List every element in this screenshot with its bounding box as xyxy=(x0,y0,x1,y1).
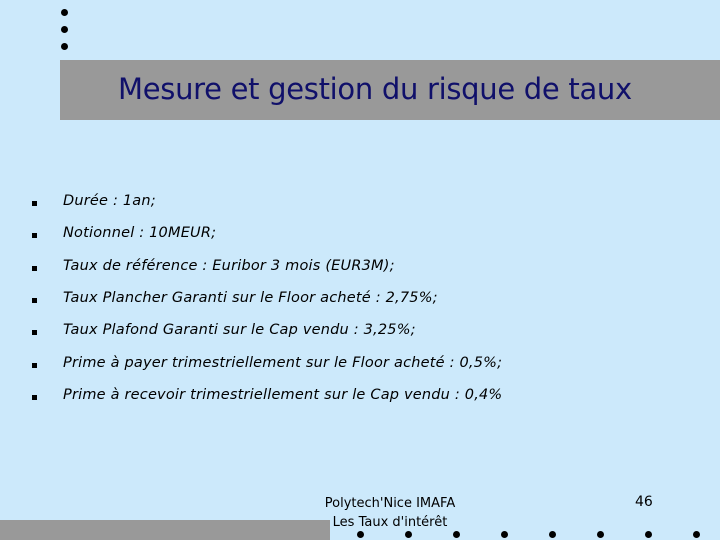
decorative-dot xyxy=(61,43,68,50)
bullet-text: Prime à recevoir trimestriellement sur le Cap vendu : 0,4% xyxy=(63,387,503,403)
decorative-dot xyxy=(549,531,556,538)
bullet-marker xyxy=(32,266,37,271)
bullet-text: Notionnel : 10MEUR; xyxy=(63,225,217,241)
bullet-marker xyxy=(32,363,37,368)
bullet-text: Prime à payer trimestriellement sur le Floor acheté : 0,5%; xyxy=(63,355,503,371)
bullet-marker xyxy=(32,395,37,400)
decorative-dot xyxy=(357,531,364,538)
footer-bar xyxy=(0,520,330,540)
bullet-marker xyxy=(32,298,37,303)
decorative-dot xyxy=(61,9,68,16)
page-number: 46 xyxy=(635,494,653,510)
footer-caption xyxy=(300,494,480,532)
bullet-marker xyxy=(32,330,37,335)
bullet-marker xyxy=(32,233,37,238)
bullet-text: Taux Plancher Garanti sur le Floor acheté : 2,75%; xyxy=(63,290,438,306)
decorative-dot xyxy=(693,531,700,538)
footer-school: Polytech'Nice IMAFA xyxy=(324,496,456,511)
decorative-dot xyxy=(645,531,652,538)
decorative-dot xyxy=(597,531,604,538)
bullet-text: Taux Plafond Garanti sur le Cap vendu : 3,25%; xyxy=(63,322,416,338)
decorative-dot xyxy=(61,26,68,33)
slide-title: Mesure et gestion du risque de taux xyxy=(118,72,632,106)
bullet-text: Taux de référence : Euribor 3 mois (EUR3M); xyxy=(63,258,395,274)
decorative-dot xyxy=(453,531,460,538)
footer-course: Les Taux d'intérêt xyxy=(332,515,448,530)
decorative-dot xyxy=(405,531,412,538)
bullet-marker xyxy=(32,201,37,206)
decorative-dot xyxy=(501,531,508,538)
bullet-text: Durée : 1an; xyxy=(63,193,156,209)
